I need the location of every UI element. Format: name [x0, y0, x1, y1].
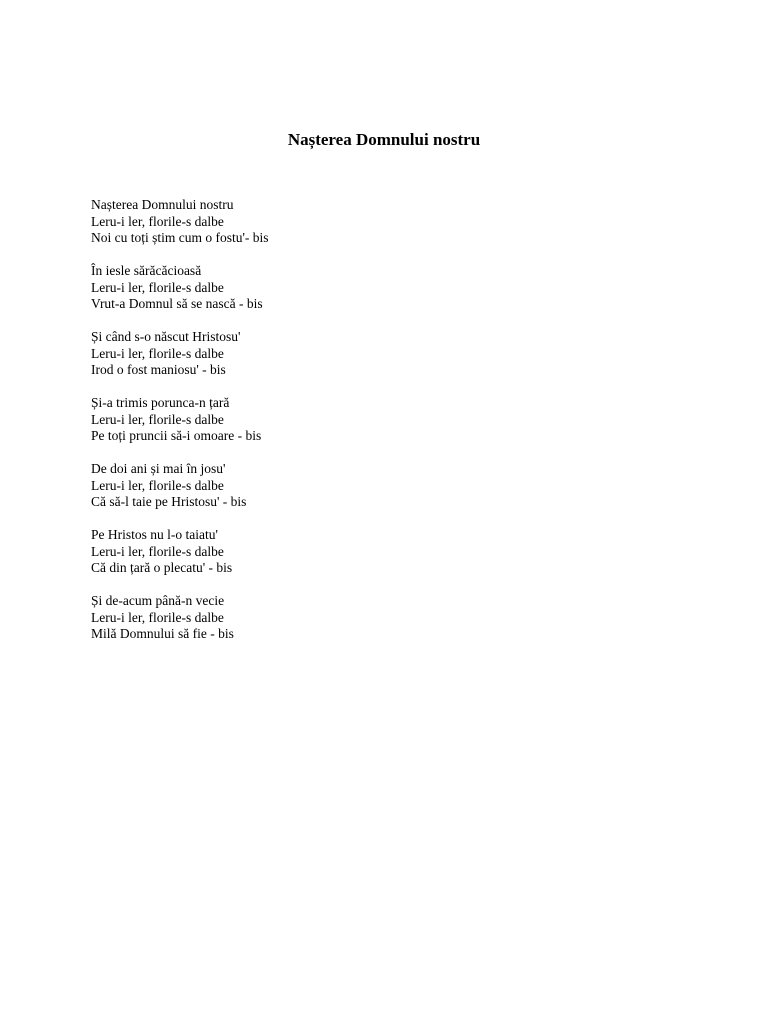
- poem-line: În iesle sărăcăcioasă: [91, 263, 202, 278]
- poem-line: De doi ani și mai în josu': [91, 461, 226, 476]
- poem-line: Irod o fost maniosu' - bis: [91, 362, 226, 377]
- poem-body: [91, 197, 691, 659]
- poem-line: Că să-l taie pe Hristosu' - bis: [91, 494, 247, 509]
- poem-line: Noi cu toți știm cum o fostu'- bis: [91, 230, 269, 245]
- poem-line: Pe toți pruncii să-i omoare - bis: [91, 428, 262, 443]
- poem-refrain: Leru-i ler, florile-s dalbe: [91, 609, 224, 625]
- poem-refrain: Leru-i ler, florile-s dalbe: [91, 345, 224, 361]
- poem-line: Că din țară o plecatu' - bis: [91, 560, 233, 575]
- poem-refrain: Leru-i ler, florile-s dalbe: [91, 543, 224, 559]
- poem-refrain: Leru-i ler, florile-s dalbe: [91, 213, 224, 229]
- stanza-5: [91, 461, 691, 511]
- poem-refrain: Leru-i ler, florile-s dalbe: [91, 477, 224, 493]
- poem-line: Și-a trimis porunca-n țară: [91, 395, 230, 410]
- poem-refrain: Leru-i ler, florile-s dalbe: [91, 279, 224, 295]
- poem-line: Și de-acum până-n vecie: [91, 593, 225, 608]
- stanza-6: [91, 527, 691, 577]
- poem-line: Și când s-o născut Hristosu': [91, 329, 241, 344]
- document-title: Nașterea Domnului nostru: [287, 130, 481, 149]
- poem-line: Vrut-a Domnul să se nască - bis: [91, 296, 263, 311]
- stanza-2: [91, 263, 691, 313]
- stanza-4: [91, 395, 691, 445]
- stanza-1: [91, 197, 691, 247]
- poem-line: Pe Hristos nu l-o taiatu': [91, 527, 218, 542]
- stanza-7: [91, 593, 691, 643]
- stanza-3: [91, 329, 691, 379]
- poem-line: Nașterea Domnului nostru: [91, 197, 234, 212]
- poem-line: Milă Domnului să fie - bis: [91, 626, 234, 641]
- poem-refrain: Leru-i ler, florile-s dalbe: [91, 411, 224, 427]
